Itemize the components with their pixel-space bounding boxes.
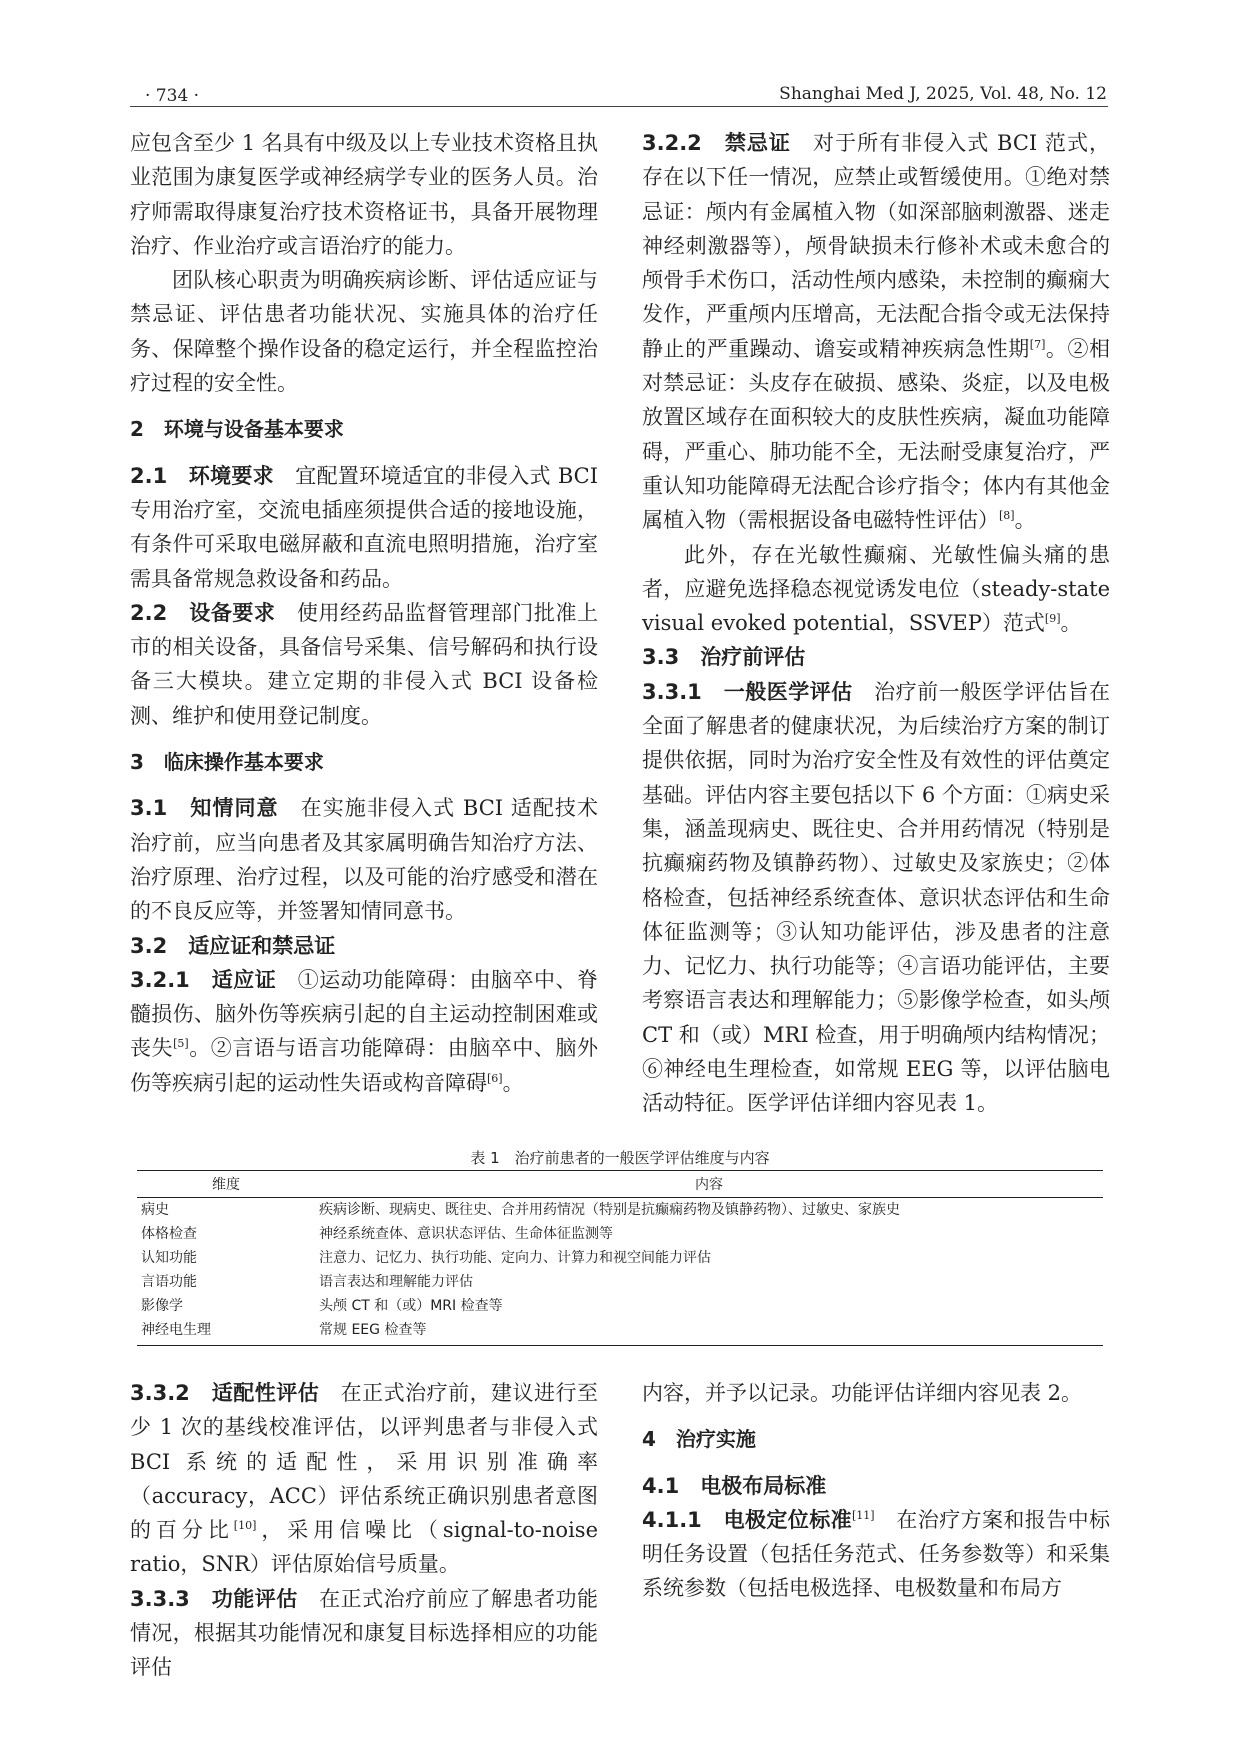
table-cell: 头颅 CT 和（或）MRI 检查等 <box>319 1298 503 1314</box>
subheading: 3.2.2 禁忌证 <box>642 131 791 155</box>
subheading: 3.1 知情同意 <box>130 796 279 821</box>
section-3-2-2 <box>642 126 1110 538</box>
subheading: 3.3.1 一般医学评估 <box>642 679 853 704</box>
subheading: 3.2.1 适应证 <box>130 967 277 992</box>
left-column-top <box>130 126 598 1100</box>
table-row <box>137 1222 1103 1246</box>
section-3-1 <box>130 791 598 928</box>
section-3-3-heading: 3.3 治疗前评估 <box>642 645 806 670</box>
table-cell: 体格检查 <box>141 1226 197 1242</box>
subheading: 2.2 设备要求 <box>130 600 276 625</box>
text: 。②言语与语言功能障碍：由脑卒中、脑外伤等疾病引起的运动性失语或构音障碍 <box>130 1036 599 1095</box>
text: 。②相对禁忌证：头皮存在破损、感染、炎症，以及电极放置区域存在面积较大的皮肤性疾病，凝血功能障碍，严重心、肺功能不全，无法耐受康复治疗，严重认知功能障碍无法配合诊疗指令；体内有其他金属植入物（需根据设备电磁特性评估） <box>642 336 1111 533</box>
table-row <box>137 1270 1103 1294</box>
citation: [11] <box>852 1508 875 1522</box>
text: 在实施非侵入式 BCI 适配技术治疗前，应当向患者及其家属明确告知治疗方法、治疗原理、治疗过程，以及可能的治疗感受和潜在的不良反应等，并签署知情同意书。 <box>130 796 598 924</box>
table-header-row <box>137 1171 1103 1198</box>
table-title: 表 1 治疗前患者的一般医学评估维度与内容 <box>470 1149 770 1167</box>
text: ，采用信噪比（signal-to-noise ratio，SNR）评估原始信号质量。 <box>130 1518 598 1577</box>
table-row <box>137 1294 1103 1318</box>
section-3-3-3 <box>130 1582 598 1685</box>
subheading: 3.3.3 功能评估 <box>130 1586 298 1611</box>
paragraph: 应包含至少 1 名具有中级及以上专业技术资格且执业范围为康复医学或神经病学专业的医务人员。治疗师需取得康复治疗技术资格证书，具备开展物理治疗、作业治疗或言语治疗的能力。 <box>130 131 598 258</box>
text: 在正式治疗前，建议进行至少 1 次的基线校准评估，以评判患者与非侵入式 BCI 系统的适配性，采用识别准确率（accuracy，ACC）评估系统正确识别患者意图的百分比 <box>130 1381 598 1543</box>
citation: [10] <box>233 1519 257 1533</box>
citation: [9] <box>1044 612 1061 626</box>
text: 。 <box>1060 611 1082 636</box>
text: 。 <box>502 1070 524 1095</box>
table-row <box>137 1246 1103 1270</box>
section-2-2 <box>130 596 598 733</box>
section-4-1-heading: 4.1 电极布局标准 <box>642 1473 827 1498</box>
section-heading-3: 3 临床操作基本要求 <box>130 750 324 775</box>
section-3-3-1 <box>642 675 1110 1121</box>
page-number: · 734 · <box>145 86 200 106</box>
citation: [6] <box>487 1071 503 1085</box>
text: 对于所有非侵入式 BCI 范式，存在以下任一情况，应禁止或暂缓使用。①绝对禁忌证：颅内有金属植入物（如深部脑刺激器、迷走神经刺激器等），颅骨缺损未行修补术或未愈合的颅骨手术伤口，活动性颅内感染，未控制的癫痫大发作，严重颅内压增高，无法配合指令或无法保持静止的严重躁动、谵妄或精神疾病急性期 <box>642 131 1110 361</box>
table-cell: 注意力、记忆力、执行功能、定向力、计算力和视空间能力评估 <box>319 1250 711 1266</box>
subheading: 2.1 环境要求 <box>130 463 274 488</box>
text: 治疗前一般医学评估旨在全面了解患者的健康状况，为后续治疗方案的制订提供依据，同时为治疗安全性及有效性的评估奠定基础。评估内容主要包括以下 6 个方面：①病史采集，涵盖现病史、既往史、合并用药情况（特别是抗癫痫药物及镇静药物）、过敏史及家族史；②体格检查，包括神经系统查体、意识状态评估和生命体征监测等；③认知功能评估，涉及患者的注意力、记忆力、执行功能等；④言语功能评估，主要考察语言表达和理解能力；⑤影像学检查，如头颅 CT 和（或）MRI 检查，用于明确颅内结构情况；⑥神经电生理检查，如常规 EEG 等，以评估脑电活动特征。医学评估详细内容见表 1。 <box>642 679 1110 1116</box>
subheading: 4.1.1 电极定位标准 <box>642 1507 852 1532</box>
text: 宜配置环境适宜的非侵入式 BCI 专用治疗室，交流电插座须提供合适的接地设施，有条件可采取电磁屏蔽和直流电照明措施，治疗室需具备常规急救设备和药品。 <box>130 463 598 591</box>
section-3-3-2 <box>130 1376 598 1582</box>
text: 。 <box>1014 508 1036 533</box>
table-row <box>137 1318 1103 1346</box>
section-3-2-heading: 3.2 适应证和禁忌证 <box>130 933 336 958</box>
table-cell: 影像学 <box>141 1298 183 1314</box>
table-1 <box>137 1170 1103 1346</box>
section-4-1-1 <box>642 1503 1110 1606</box>
text: ①运动功能障碍：由脑卒中、脊髓损伤、脑外伤等疾病引起的自主运动控制困难或丧失 <box>130 967 598 1061</box>
table-cell: 常规 EEG 检查等 <box>315 1318 1103 1346</box>
left-column-bottom <box>130 1376 598 1685</box>
section-2-1 <box>130 459 598 596</box>
citation: [7] <box>1029 337 1046 351</box>
text: 在治疗方案和报告中标明任务设置（包括任务范式、任务参数等）和采集系统参数（包括电极选择、电极数量和布局方 <box>642 1507 1110 1601</box>
column-header: 内容 <box>315 1171 1103 1198</box>
table-cell: 神经系统查体、意识状态评估、生命体征监测等 <box>319 1226 613 1242</box>
section-3-2-1 <box>130 963 598 1100</box>
table-cell: 神经电生理 <box>137 1318 315 1346</box>
column-header: 维度 <box>137 1171 315 1198</box>
table-cell: 病史 <box>141 1202 169 1218</box>
section-heading-4: 4 治疗实施 <box>642 1427 756 1452</box>
right-column-top <box>642 126 1110 1121</box>
citation: [5] <box>173 1037 189 1051</box>
paragraph: 团队核心职责为明确疾病诊断、评估适应证与禁忌证、评估患者功能状况、实施具体的治疗任务、保障整个操作设备的稳定运行，并全程监控治疗过程的安全性。 <box>130 268 598 396</box>
section-heading-2: 2 环境与设备基本要求 <box>130 417 344 442</box>
table-cell: 认知功能 <box>141 1250 197 1266</box>
citation: [8] <box>999 509 1015 523</box>
table-row <box>137 1198 1103 1223</box>
subheading: 3.3.2 适配性评估 <box>130 1381 320 1405</box>
table-cell: 言语功能 <box>141 1274 197 1290</box>
text: 此外，存在光敏性癫痫、光敏性偏头痛的患者，应避免选择稳态视觉诱发电位（steady-state visual evoked potential，SSVEP）范式 <box>642 542 1110 636</box>
text: 在正式治疗前应了解患者功能情况，根据其功能情况和康复目标选择相应的功能评估 <box>130 1586 598 1680</box>
table-cell: 语言表达和理解能力评估 <box>319 1274 473 1290</box>
paragraph: 内容，并予以记录。功能评估详细内容见表 2。 <box>642 1381 1083 1405</box>
text: 使用经药品监督管理部门批准上市的相关设备，具备信号采集、信号解码和执行设备三大模块。建立定期的非侵入式 BCI 设备检测、维护和使用登记制度。 <box>130 600 599 728</box>
right-column-bottom <box>642 1376 1110 1606</box>
journal-info: Shanghai Med J, 2025, Vol. 48, No. 12 <box>779 84 1107 104</box>
header-rule <box>130 106 1108 107</box>
table-cell: 疾病诊断、现病史、既往史、合并用药情况（特别是抗癫痫药物及镇静药物）、过敏史、家族史 <box>319 1202 900 1218</box>
paragraph <box>642 538 1110 641</box>
